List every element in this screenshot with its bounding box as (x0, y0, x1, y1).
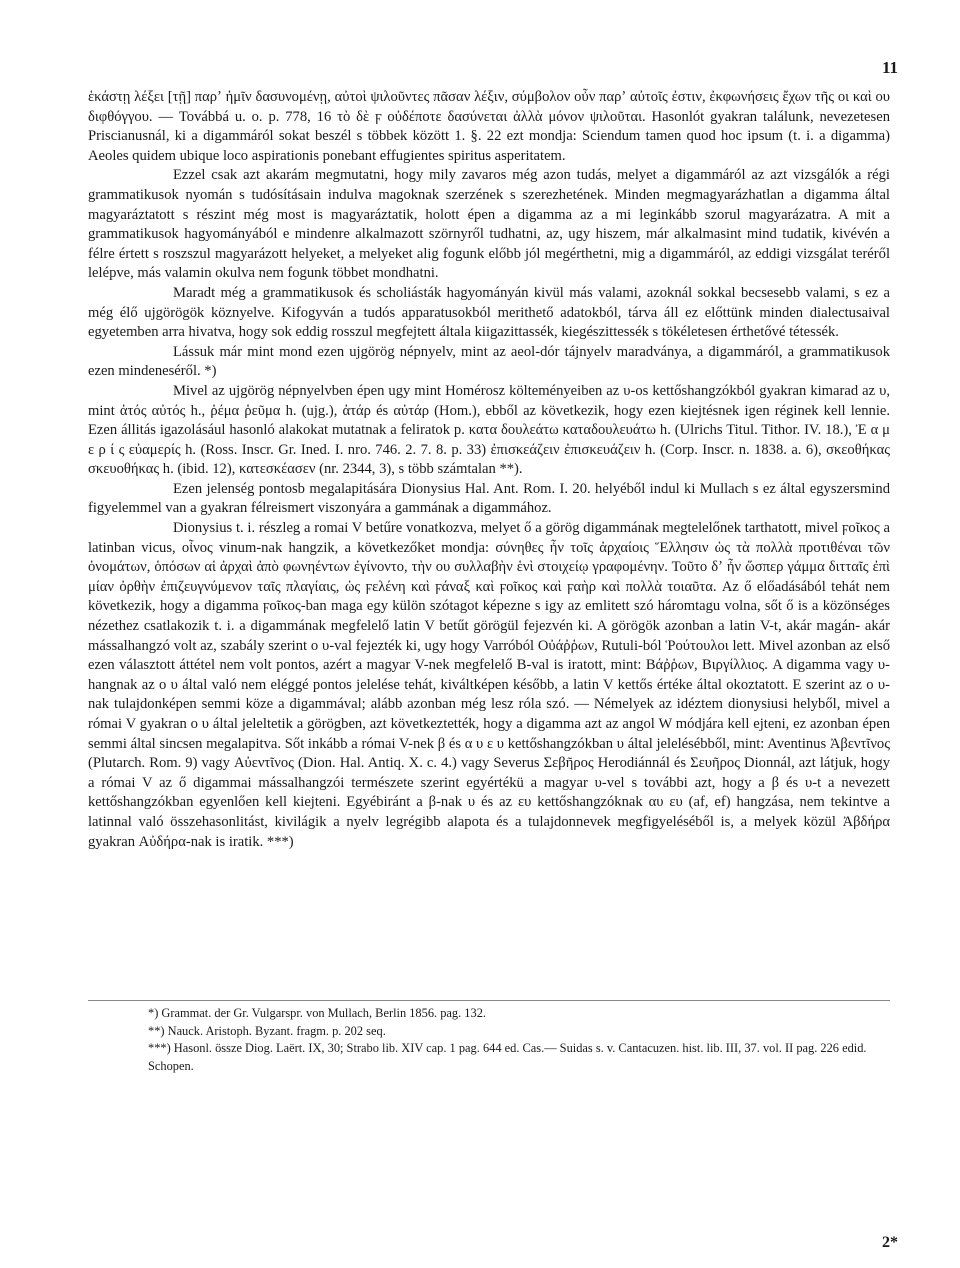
body-text (88, 88, 890, 852)
footnote-divider (88, 1000, 890, 1001)
footnote: ***) Hasonl. össze Diog. Laërt. IX, 30; Strabo lib. XIV cap. 1 pag. 644 ed. Cas.— Suidas s. v. Cantacuzen. hist. lib. III, 37. vol. II pag. 226 edid. Schopen. (148, 1041, 867, 1073)
footnote: *) Grammat. der Gr. Vulgarspr. von Mullach, Berlin 1856. pag. 132. (148, 1006, 486, 1020)
paragraph: Maradt még a grammatikusok és scholiásták hagyományán kivül más valami, azoknál sokkal becsesebb valami, s ez a még élő ujgörögök köznyelve. Kifogyván a tudós apparatusokból merithető adatokból, tárva áll ez előttünk minden dialectusaival egyetemben arra hivatva, hogy sok eddig rosszul megfejtett általa kiigazittassék, kiegészittessék s tökéletesen érthetővé tétessék. (88, 284, 890, 341)
paragraph: Ezzel csak azt akarám megmutatni, hogy mily zavaros még azon tudás, melyet a digammáról az azt vizsgálók a régi grammatikusok nyomán s tudósításain indulva magoknak szerzének s szerezhetének. Minden megmagyarázhatlan a digamma által magyaráztatott s részint még most is magyaráztatik, holott épen a digamma az a mi leginkább szorul magyarázatra. A mit a grammatikusok hagyományából e mindenre alkalmazott szörnyről tudhatni, az, ugy hiszem, már alkalmasint mind tudatik, kivévén a félre értett s roszszul magyarázott helyeket, a melyeket alig fogunk előbb jól megérthetni, mig a digammáról, az eddigi vizsgálat teréről lelépve, más valamin okulva nem fogunk többet mondhatni. (88, 167, 890, 282)
paragraph: Dionysius t. i. részleg a romai V betűre vonatkozva, melyet ő a görög digammának megtelelőnek tarthatott, mivel ϝοῖκος a latinban vicus, οἶνος vinum-nak hangzik, a következőket mondja: σύνηθες ἦν τοῖς ἀρχαίοις Ἕλλησιν ὡς τὰ πολλὰ προτιθέναι τῶν ὀνομάτων, ὁπόσων αἱ ἀρχαὶ ἀπὸ φωνηέντων ἐγίνοντο, τὴν ου συλλαβὴν ἑνὶ στοιχείῳ γραφομένην. Τοῦτο δʼ ἦν ὥσπερ γάμμα διτταῖς ἐπὶ μίαν ὀρθὴν ἐπιζευγνύμενον ταῖς πλαγίαις, ὡς ϝελένη καὶ ϝάναξ καὶ ϝοῖκος καὶ ϝαὴρ καὶ πολλὰ τοιαῦτα. Az ő előadásából tehát nem következik, hogy a digamma ϝοῖκος-ban maga egy külön szótagot képezne s igy az emlitett szó háromtagu volna, sőt ő is a közönséges nézethez csatlakozik t. i. a digammának megfelelő latin V betűt görögül fejezvén ki. A görögök azonban a latin V-t, akár magán- akár mássalhangzó volt az, szabály szerint ο υ-val fejezték ki, ugy hogy Varróból Οὐάῤῥων, Rutuli-ból Ῥούτουλοι lett. Mivel azonban az első ezen választott áttétel nem volt pontos, azért a magyar V-nek megfelelő B-val is iratott, mint: Βάῤῥων, Βιργίλλιος. A digamma vagy υ-hangnak az ο υ által való nem eléggé pontos jelelése tehát, kiváltképen később, a latin V kettős értéke által okoztatott. E szerint az ο υ-nak tulajdonképen semmi köze a digammával; alább azonban még lesz róla szó. — Némelyek az idéztem dionysiusi helyből, mivel a római V gyakran ο υ által jeleltetik a görögben, azt következtették, hogy a digamma azt az angol W módjára kell ejteni, ez azonban épen semmi által sincsen megalapitva. Sőt inkább a római V-nek β és α υ ε υ kettőshangzókban υ által jelelésébből, mint: Aventinus Ἀβεντῖνος (Plutarch. Rom. 9) vagy Αὐεντῖνος (Dion. Hal. Antiq. X. c. 4.) vagy Severus Σεβῆρος Herodiánnál és Σευῆρος Dionnál, azt látjuk, hogy a római V az ő digammai mássalhangzói természete szerint egyértékü a magyar υ-vel s további azt, hogy a β és υ-t a nevezett kettőshangzókban egyenlően kell kiejteni. Egyébiránt a β-nak υ és az ευ kettőshangzóknak αυ ευ (af, ef) hangzása, nem tekintve a latinnal való összehasonlitást, kivilágik a nyelv legrégibb alapota és a tulajdonnevek megfigyeléséből is, a melyek közül Ἀβδήρα gyakran Αὐδήρα-nak is iratik. ***) (88, 520, 890, 850)
paragraph: Lássuk már mint mond ezen ujgörög népnyelv, mint az aeol-dór tájnyelv maradványa, a digammáról, a grammatikusok ezen mindeneséről. *) (88, 343, 890, 380)
page-number: 11 (881, 58, 898, 77)
signature-mark: 2* (882, 1234, 898, 1251)
footnotes (88, 1005, 890, 1075)
paragraph-continuation: ἑκάστῃ λέξει [τῇ] παρʼ ἡμῖν δασυνομένῃ, αὐτοὶ ψιλοῦντες πᾶσαν λέξιν, σύμβολον οὖν παρʼ αὐτοῖς ἐστιν, ἐκφωνήσεις ἔχων τῆς οι καὶ ου διφθόγγου. — Továbbá u. o. p. 778, 16 τὸ δὲ ϝ οὐδέποτε δασύνεται ἀλλὰ μόνον ψιλοῦται. Hasonlót gyakran találunk, nevezetesen Priscianusnál, ki a digammáról sokat beszél s többek között 1. §. 22 ezt mondja: Sciendum tamen quod hoc ipsum (t. i. a digamma) Aeoles quidem ubique loco aspirationis ponebant effugientes spiritus asperitatem. (88, 89, 890, 164)
footnote: **) Nauck. Aristoph. Byzant. fragm. p. 202 seq. (148, 1023, 386, 1038)
paragraph: Mivel az ujgörög népnyelvben épen ugy mint Homérosz költeményeiben az υ-os kettőshangzókból gyakran kimarad az υ, mint ἀτός αὐτός h., ῥέμα ῥεῦμα h. (ujg.), ἀτάρ és αὐτάρ (Hom.), ebből az következik, hogy ezen kiejtésnek igen réginek kell lennie. Ezen állitás igazolásául hasonló alakokat mutatnak a feliratok p. κατα δουλεάτω καταδουλευάτω h. (Ulrichs Titul. Tithor. IV. 18.), Ἐ α μ ε ρ ί ς εὐαμερίς h. (Ross. Inscr. Gr. Ined. I. nro. 746. 2. 7. 8. p. 33) ἐπισκεάζειν ἐπισκευάζειν h. (Corp. Inscr. n. 1838. a. 6), σκεοθήκας σκευοθήκας h. (ibid. 12), κατεσκέασεν (nr. 2344, 3), s több számtalan **). (88, 382, 890, 478)
paragraph: Ezen jelenség pontosb megalapitására Dionysius Hal. Ant. Rom. I. 20. helyéből indul ki Mullach s ez által egyszersmind figyelemmel van a gyakran félreismert viszonyára a gammának a digammához. (88, 480, 890, 517)
